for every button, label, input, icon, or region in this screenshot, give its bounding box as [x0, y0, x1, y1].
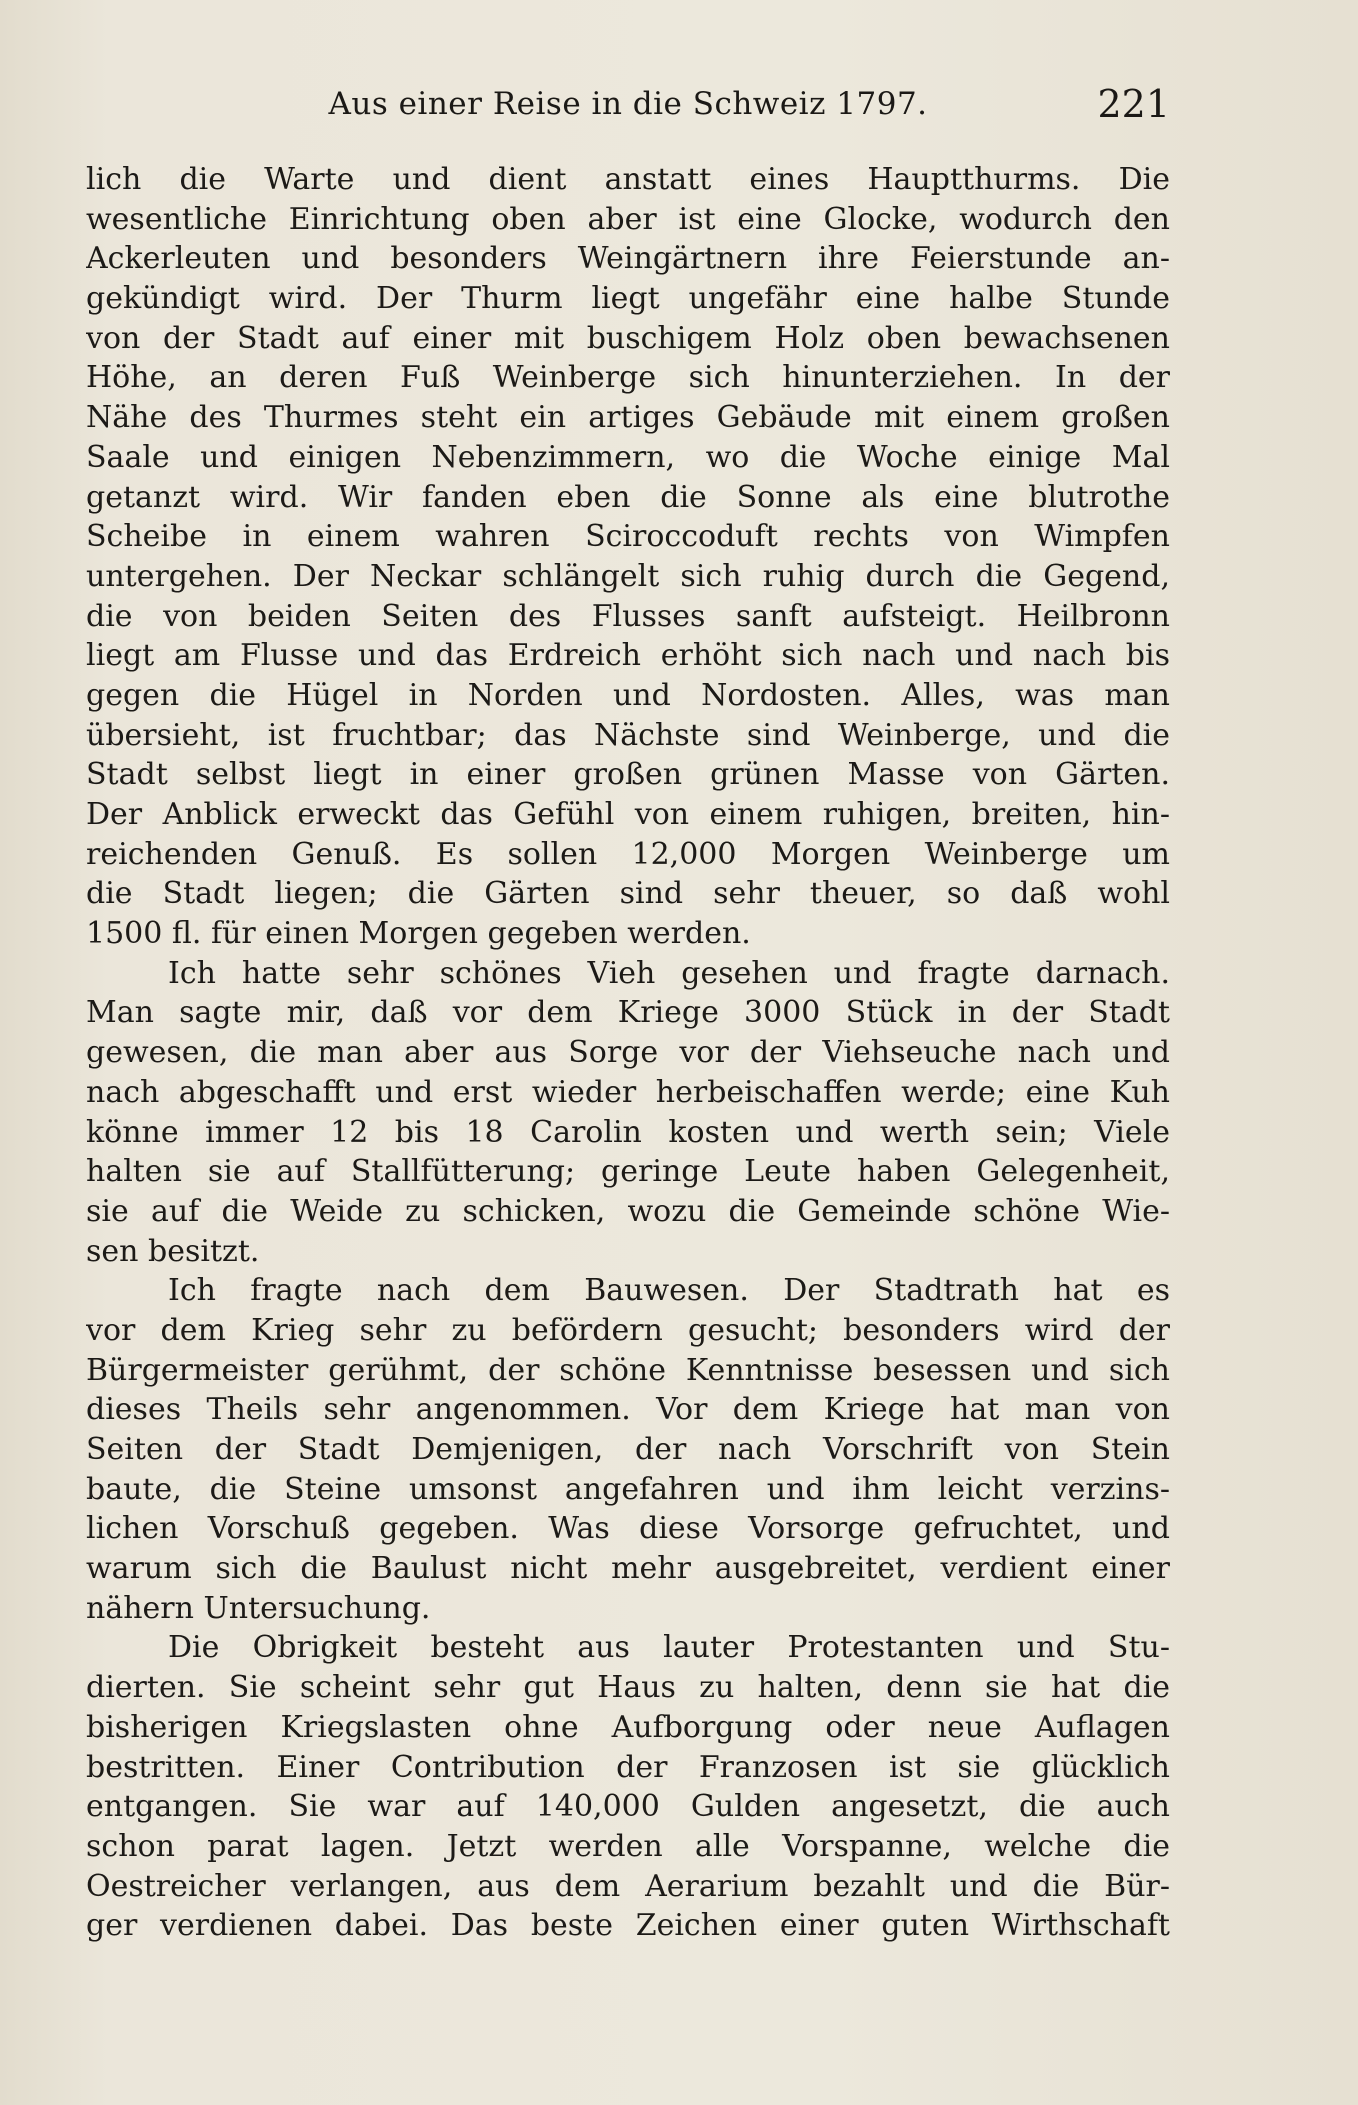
text-line: die Stadt liegen; die Gärten sind sehr theuer, so daß wohl — [86, 876, 1170, 912]
text-line: Seiten der Stadt Demjenigen, der nach Vorschrift von Stein — [86, 1432, 1170, 1467]
text-line: dieses Theils sehr angenommen. Vor dem Kriege hat man von — [86, 1392, 1170, 1428]
text-line: lichen Vorschuß gegeben. Was diese Vorsorge gefruchtet, und — [86, 1511, 1170, 1547]
text-line: bestritten. Einer Contribution der Franzosen ist sie glücklich — [86, 1749, 1170, 1785]
text-line: übersieht, ist fruchtbar; das Nächste sind Weinberge, und die — [86, 717, 1170, 753]
text-line: untergehen. Der Neckar schlängelt sich ruhig durch die Gegend, — [86, 558, 1170, 594]
text-line: gegen die Hügel in Norden und Nordosten. Alles, was man — [86, 677, 1170, 713]
text-line: halten sie auf Stallfütterung; geringe Leute haben Gelegenheit, — [86, 1154, 1170, 1190]
text-line: sen besitzt. — [86, 1233, 260, 1269]
text-line: Die Obrigkeit besteht aus lauter Protestanten und Stu- — [168, 1630, 1170, 1666]
text-line: Man sagte mir, daß vor dem Kriege 3000 Stück in der Stadt — [86, 995, 1170, 1031]
text-line: Nähe des Thurmes steht ein artiges Gebäude mit einem großen — [86, 400, 1170, 436]
text-line: wesentliche Einrichtung oben aber ist eine Glocke, wodurch den — [86, 201, 1170, 237]
running-title: Aus einer Reise in die Schweiz 1797. — [328, 86, 928, 122]
text-line: Höhe, an deren Fuß Weinberge sich hinunterziehen. In der — [86, 360, 1170, 396]
text-line: schon parat lagen. Jetzt werden alle Vorspanne, welche die — [86, 1828, 1170, 1864]
text-line: warum sich die Baulust nicht mehr ausgebreitet, verdient einer — [86, 1551, 1170, 1587]
text-line: reichenden Genuß. Es sollen 12,000 Morgen Weinberge um — [86, 836, 1170, 872]
text-line: 1500 fl. für einen Morgen gegeben werden. — [86, 916, 751, 952]
text-line: dierten. Sie scheint sehr gut Haus zu halten, denn sie hat die — [86, 1670, 1170, 1706]
text-line: bisherigen Kriegslasten ohne Aufborgung oder neue Auflagen — [86, 1709, 1170, 1745]
page-number: 221 — [1097, 82, 1170, 126]
text-line: nach abgeschafft und erst wieder herbeischaffen werde; eine Kuh — [86, 1074, 1170, 1110]
text-line: Ich fragte nach dem Bauwesen. Der Stadtrath hat es — [168, 1273, 1170, 1309]
text-line: die von beiden Seiten des Flusses sanft aufsteigt. Heilbronn — [86, 598, 1170, 634]
text-line: nähern Untersuchung. — [86, 1590, 431, 1626]
text-line: ger verdienen dabei. Das beste Zeichen einer guten Wirthschaft — [86, 1908, 1170, 1944]
text-line: Saale und einigen Nebenzimmern, wo die Woche einige Mal — [86, 439, 1170, 475]
text-line: Der Anblick erweckt das Gefühl von einem ruhigen, breiten, hin- — [86, 797, 1170, 832]
text-line: baute, die Steine umsonst angefahren und ihm leicht verzins- — [86, 1471, 1170, 1507]
text-line: Scheibe in einem wahren Sciroccoduft rechts von Wimpfen — [86, 519, 1170, 555]
text-line: sie auf die Weide zu schicken, wozu die Gemeinde schöne Wie- — [86, 1193, 1170, 1229]
text-line: gekündigt wird. Der Thurm liegt ungefähr eine halbe Stunde — [86, 281, 1170, 317]
body-text — [86, 160, 1170, 1946]
text-line: von der Stadt auf einer mit buschigem Holz oben bewachsenen — [86, 320, 1170, 356]
text-line: getanzt wird. Wir fanden eben die Sonne als eine blutrothe — [86, 479, 1170, 515]
text-line: vor dem Krieg sehr zu befördern gesucht; besonders wird der — [86, 1312, 1170, 1348]
text-line: gewesen, die man aber aus Sorge vor der Viehseuche nach und — [86, 1035, 1170, 1071]
text-line: Stadt selbst liegt in einer großen grünen Masse von Gärten. — [86, 757, 1170, 793]
text-line: Oestreicher verlangen, aus dem Aerarium bezahlt und die Bür- — [86, 1868, 1170, 1904]
text-line: könne immer 12 bis 18 Carolin kosten und werth sein; Viele — [86, 1114, 1170, 1150]
text-line: liegt am Flusse und das Erdreich erhöht sich nach und nach bis — [86, 638, 1170, 674]
text-line: lich die Warte und dient anstatt eines Hauptthurms. Die — [86, 162, 1170, 197]
text-line: Bürgermeister gerühmt, der schöne Kenntnisse besessen und sich — [86, 1352, 1170, 1388]
page-header — [86, 82, 1170, 132]
text-line: Ich hatte sehr schönes Vieh gesehen und fragte darnach. — [168, 955, 1170, 991]
text-line: Ackerleuten und besonders Weingärtnern ihre Feierstunde an- — [86, 241, 1170, 277]
text-line: entgangen. Sie war auf 140,000 Gulden angesetzt, die auch — [86, 1789, 1170, 1825]
